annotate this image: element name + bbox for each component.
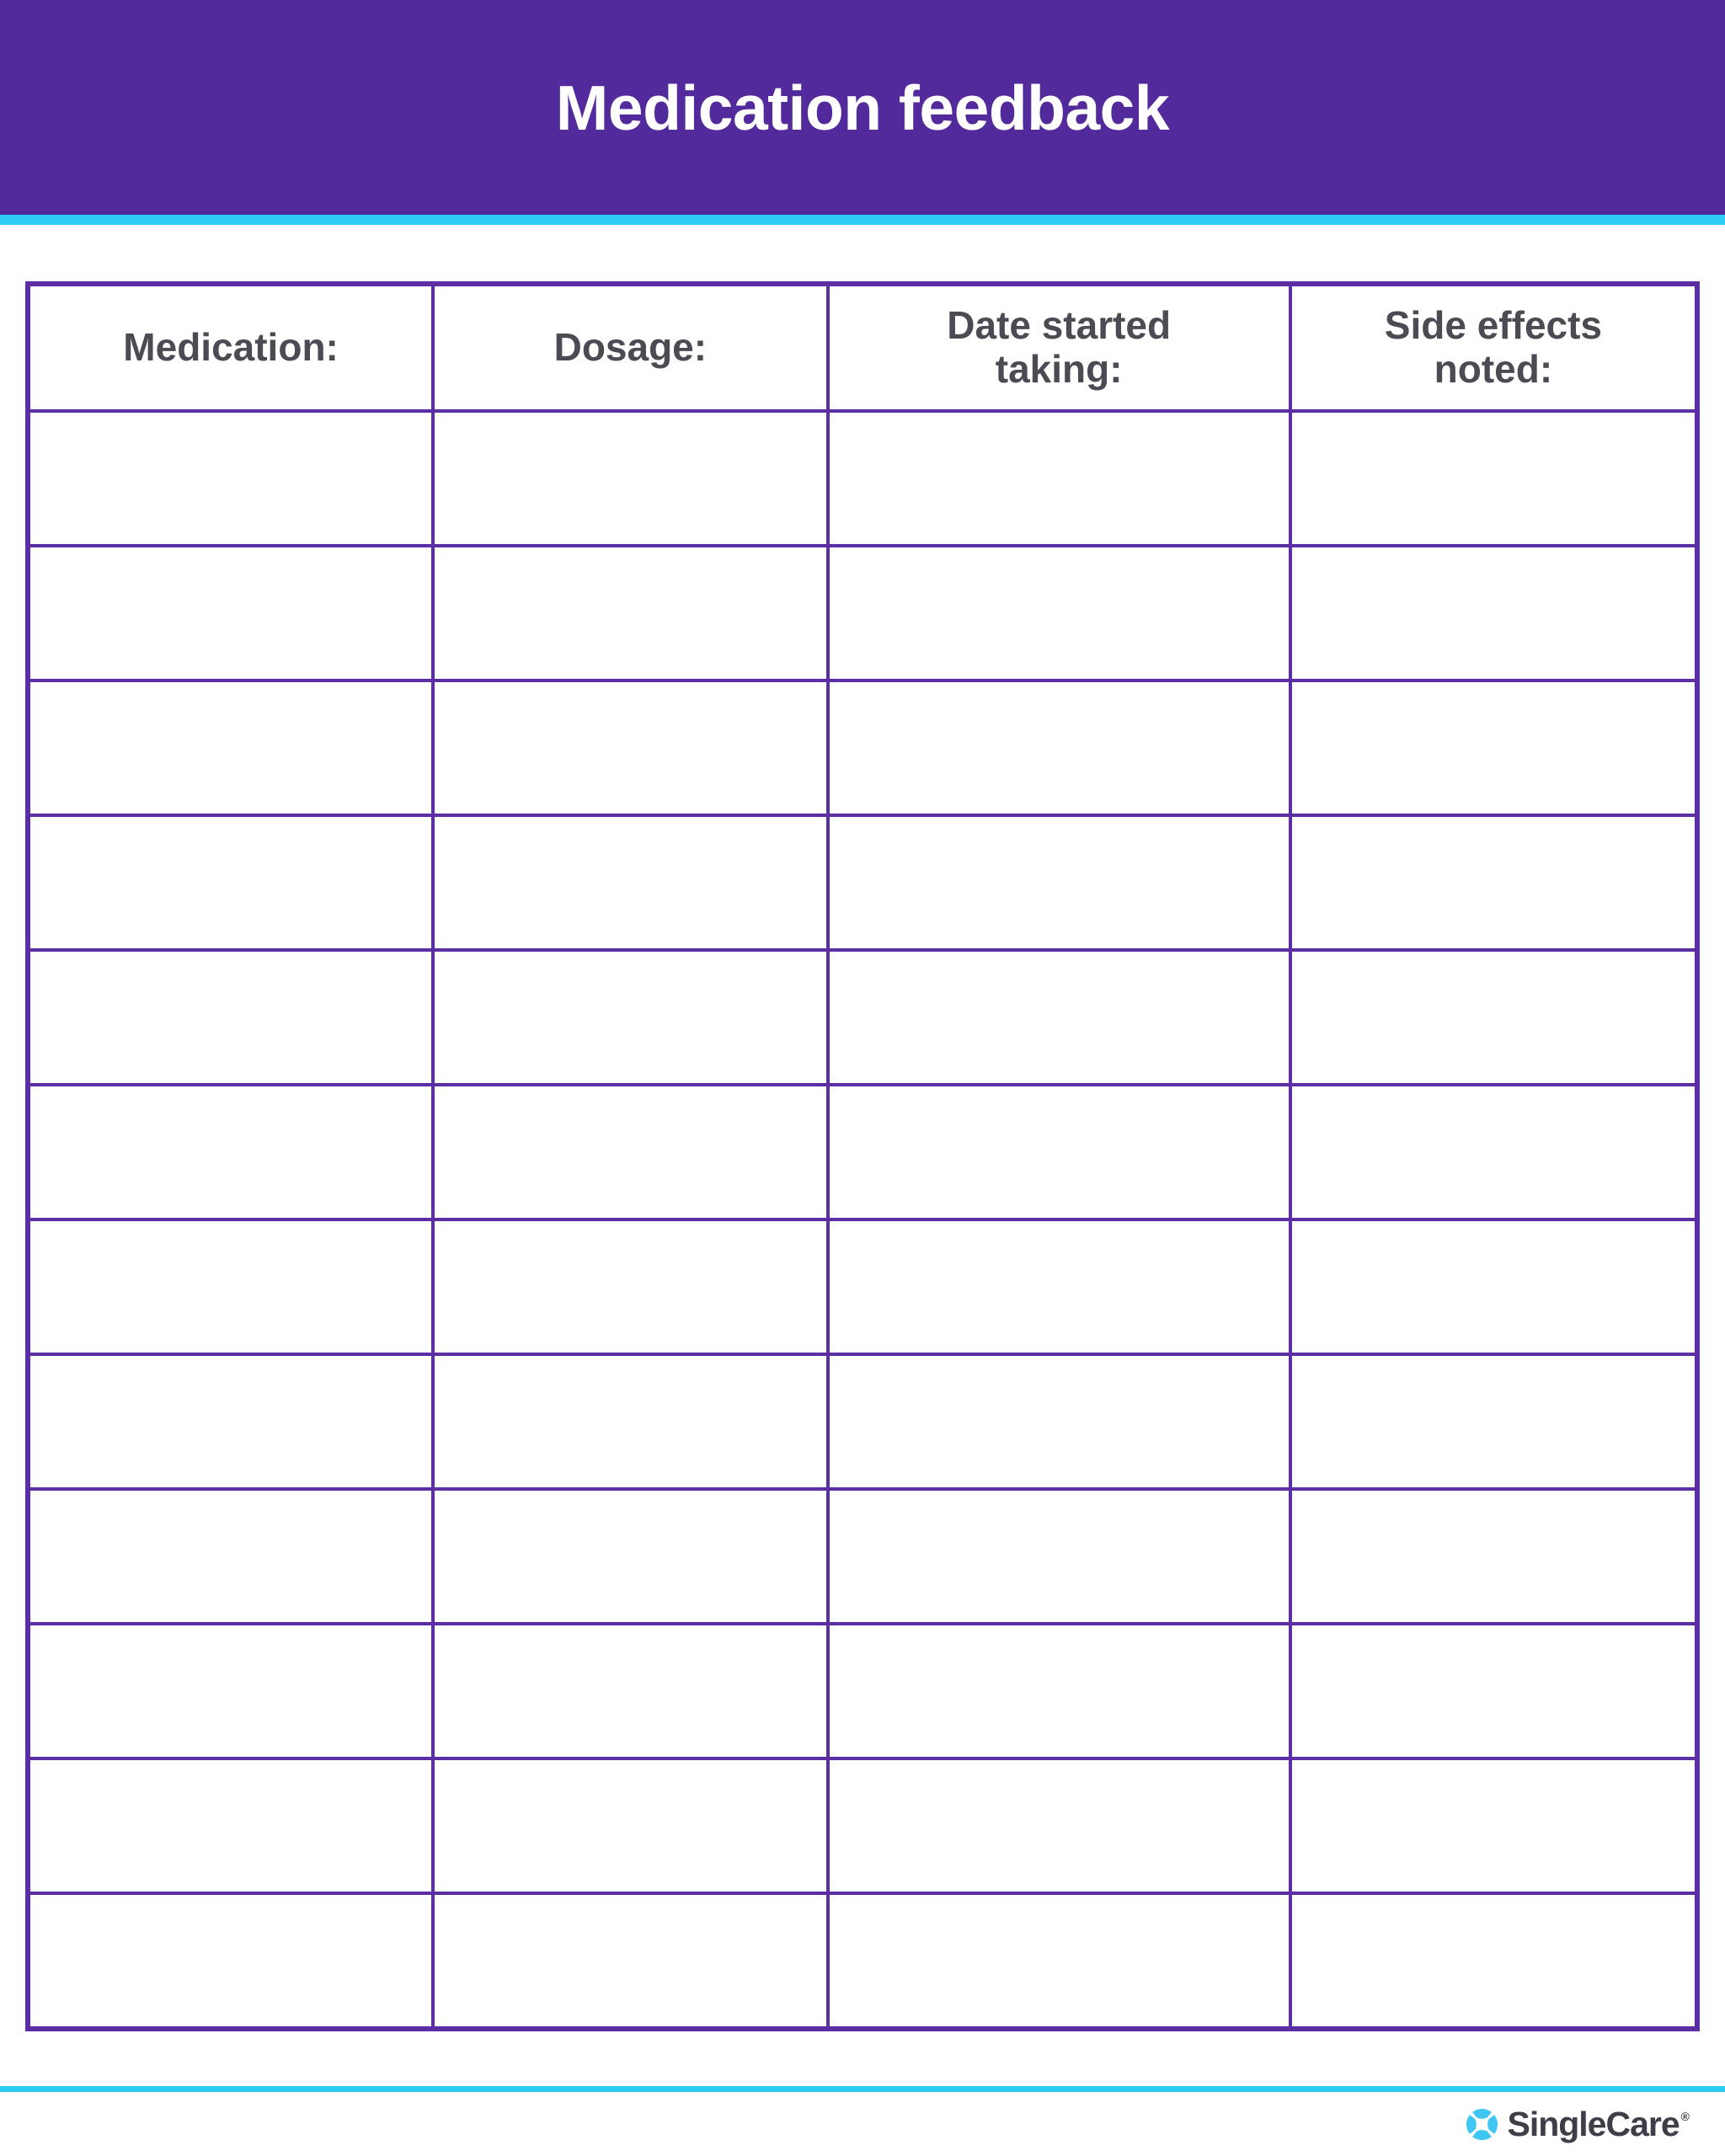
table-cell: [435, 547, 825, 679]
column-header-label: Date started taking:: [947, 303, 1172, 391]
table-cell: [1292, 682, 1695, 814]
column-header-dosage: [435, 286, 825, 409]
column-header-label: Medication:: [123, 325, 339, 370]
table-cell: [1292, 547, 1695, 679]
table-cell: [30, 1760, 431, 1892]
footer-accent-line: [0, 2086, 1725, 2092]
table-cell: [830, 1221, 1289, 1353]
table-cell: [1292, 413, 1695, 544]
table-cell: [30, 413, 431, 544]
brand-name: SingleCare: [1507, 2104, 1680, 2143]
table-cell: [1292, 817, 1695, 948]
table-cell: [1292, 1895, 1695, 2026]
footer-bar: [0, 2092, 1725, 2156]
table-cell: [830, 817, 1289, 948]
table-cell: [435, 1086, 825, 1218]
table-cell: [830, 413, 1289, 544]
table-cell: [830, 1625, 1289, 1757]
table-cell: [830, 952, 1289, 1083]
table-cell: [435, 1356, 825, 1487]
table-cell: [435, 1895, 825, 2026]
table-cell: [830, 547, 1289, 679]
table-cell: [830, 1760, 1289, 1892]
medication-table: [25, 281, 1700, 2031]
content: [25, 281, 1700, 2031]
table-cell: [830, 1895, 1289, 2026]
singlecare-logo: [1466, 2105, 1690, 2144]
table-cell: [30, 682, 431, 814]
column-header-medication: [30, 286, 431, 409]
registered-trademark: ®: [1680, 2109, 1690, 2123]
table-cell: [30, 817, 431, 948]
table-cell: [30, 1356, 431, 1487]
column-header-label: Side effects noted:: [1384, 303, 1603, 391]
table-cell: [1292, 1086, 1695, 1218]
table-cell: [435, 1760, 825, 1892]
table-cell: [435, 1491, 825, 1622]
column-header-side-effects: [1292, 286, 1695, 409]
table-cell: [30, 1625, 431, 1757]
table-cell: [30, 1491, 431, 1622]
table-cell: [830, 1491, 1289, 1622]
table-cell: [30, 952, 431, 1083]
table-cell: [30, 1221, 431, 1353]
table-cell: [1292, 1491, 1695, 1622]
table-cell: [435, 413, 825, 544]
header-accent-line: [0, 215, 1725, 225]
header-banner: [0, 0, 1725, 215]
table-cell: [1292, 1221, 1695, 1353]
table-cell: [830, 1356, 1289, 1487]
footer: [0, 2086, 1725, 2156]
table-cell: [435, 817, 825, 948]
table-cell: [30, 1086, 431, 1218]
table-cell: [830, 1086, 1289, 1218]
column-header-label: Dosage:: [553, 325, 708, 370]
table-cell: [830, 682, 1289, 814]
table-cell: [435, 682, 825, 814]
table-cell: [435, 952, 825, 1083]
table-cell: [30, 547, 431, 679]
singlecare-cross-icon: [1466, 2109, 1498, 2140]
table-cell: [1292, 952, 1695, 1083]
table-cell: [435, 1625, 825, 1757]
table-cell: [1292, 1760, 1695, 1892]
table-cell: [1292, 1625, 1695, 1757]
table-cell: [1292, 1356, 1695, 1487]
page-title: Medication feedback: [555, 72, 1170, 143]
column-header-date-started: [830, 286, 1289, 409]
table-cell: [30, 1895, 431, 2026]
table-cell: [435, 1221, 825, 1353]
